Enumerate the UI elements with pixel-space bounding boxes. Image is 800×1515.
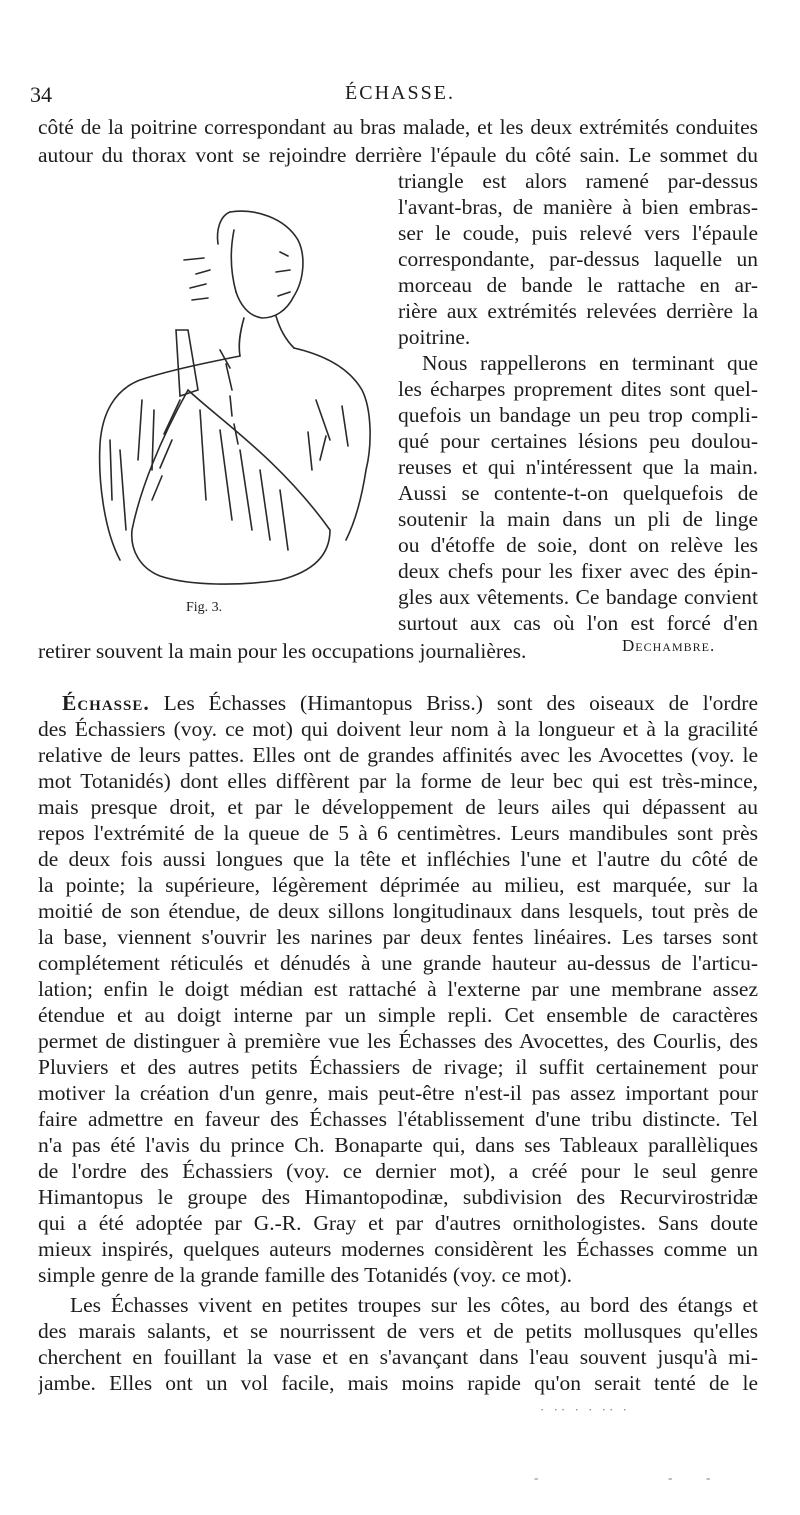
text-line: des marais salants, et se nourrissent de vers et de petits mollusques qu'elles <box>38 1319 758 1343</box>
scan-mark: - <box>668 1470 673 1485</box>
author-signature: Dechambre. <box>622 636 716 655</box>
text-line: gles aux vêtements. Ce bandage convient <box>398 585 758 609</box>
text-line: qué pour certaines lésions peu doulou- <box>398 429 758 453</box>
text-line: ser le coude, puis relevé vers l'épaule <box>398 221 758 245</box>
text-line: autour du thorax vont se rejoindre derrière l'épaule du côté sain. Le sommet du <box>38 143 758 167</box>
text-line: Aussi se contente-t-on quelquefois de <box>398 481 758 505</box>
text-line: étendue et au doigt interne par un simple repli. Cet ensemble de caractères <box>38 1003 758 1027</box>
text-line: permet de distinguer à première vue les Échasses des Avocettes, des Courlis, des <box>38 1029 758 1053</box>
text-line: surtout aux cas où l'on est forcé d'en <box>398 611 758 635</box>
entry-headword: Échasse. <box>62 691 150 715</box>
text-line: retirer souvent la main pour les occupations journalières. <box>38 639 527 663</box>
text-line: la base, viennent s'ouvrir les narines par deux fentes linéaires. Les tarses sont <box>38 925 758 949</box>
text-line: motiver la création d'un genre, mais peut-être n'est-il pas assez important pour <box>38 1081 758 1105</box>
text-line: poitrine. <box>398 325 471 349</box>
faint-ink-marks: · ·· · · ·· · <box>540 1402 630 1417</box>
text-line: mot Totanidés) dont elles diffèrent par la forme de leur bec qui est très-mince, <box>38 769 758 793</box>
page-header <box>30 82 770 112</box>
text-line: qui a été adoptée par G.-R. Gray et par d'autres ornithologistes. Sans doute <box>38 1211 758 1235</box>
text-line: lation; enfin le doigt médian est rattaché à l'externe par une membrane assez <box>38 977 758 1001</box>
text-line: mais presque droit, et par le développement de leurs ailes qui dépassent au <box>38 795 758 819</box>
text-line: Les Échasses vivent en petites troupes sur les côtes, au bord des étangs et <box>70 1293 758 1317</box>
text-line: de deux fois aussi longues que la tête et infléchies l'une et l'autre du côté de <box>38 847 758 871</box>
text-line: l'avant-bras, de manière à bien embras- <box>398 195 758 219</box>
text-line: reuses et qui n'intéressent que la main. <box>398 455 758 479</box>
text-line: morceau de bande le rattache en ar- <box>398 273 758 297</box>
text-line: Himantopus le groupe des Himantopodinæ, subdivision des Recurvirostridæ <box>38 1185 758 1209</box>
text-line: correspondante, par-dessus laquelle un <box>398 247 758 271</box>
running-title: ÉCHASSE. <box>345 82 455 104</box>
text-line: faire admettre en faveur des Échasses l'établissement d'une tribu distincte. Tel <box>38 1107 758 1131</box>
text-line: cherchent en fouillant la vase et en s'avançant dans l'eau souvent jusqu'à mi- <box>38 1345 758 1369</box>
text-line: côté de la poitrine correspondant au bras malade, et les deux extrémités conduites <box>38 115 758 139</box>
text-line: repos l'extrémité de la queue de 5 à 6 centimètres. Leurs mandibules sont près <box>38 821 758 845</box>
torso-sling-drawing <box>80 200 380 600</box>
scan-mark: - <box>706 1470 711 1485</box>
text-line: des Échassiers (voy. ce mot) qui doivent leur nom à la longueur et à la gracilité <box>38 717 758 741</box>
text-line: de l'ordre des Échassiers (voy. ce dernier mot), a créé pour le seul genre <box>38 1159 758 1183</box>
text-line: complétement réticulés et dénudés à une grande hauteur au-dessus de l'articu- <box>38 951 758 975</box>
sling-illustration <box>80 200 380 600</box>
text-line: triangle est alors ramené par-dessus <box>398 169 758 193</box>
text-line: moitié de son étendue, de deux sillons longitudinaux dans lesquels, tout près de <box>38 899 758 923</box>
text-line: Nous rappellerons en terminant que <box>422 351 758 375</box>
text-line: n'a pas été l'avis du prince Ch. Bonaparte qui, dans ses Tableaux parallèliques <box>38 1133 758 1157</box>
text-line: quefois un bandage un peu trop compli- <box>398 403 758 427</box>
text-line: mieux inspirés, quelques auteurs modernes considèrent les Échasses comme un <box>38 1237 758 1261</box>
text-line: soutenir la main dans un pli de linge <box>398 507 758 531</box>
text-line: ou d'étoffe de soie, dont on relève les <box>398 533 758 557</box>
text-line: deux chefs pour les fixer avec des épin- <box>398 559 758 583</box>
figure-caption: Fig. 3. <box>186 600 223 615</box>
text-line: Les Échasses (Himantopus Briss.) sont des oiseaux de l'ordre <box>163 691 758 715</box>
text-line: Pluviers et des autres petits Échassiers de rivage; il suffit certainement pour <box>38 1055 758 1079</box>
text-line: la pointe; la supérieure, légèrement déprimée au milieu, est marquée, sur la <box>38 873 758 897</box>
text-line: simple genre de la grande famille des Totanidés (voy. ce mot). <box>38 1263 573 1287</box>
scan-mark: - <box>534 1470 539 1485</box>
article-first-line <box>62 690 758 716</box>
text-line: rière aux extrémités relevées derrière la <box>398 299 758 323</box>
page-number: 34 <box>30 82 52 107</box>
text-line: les écharpes proprement dites sont quel- <box>398 377 758 401</box>
text-line: jambe. Elles ont un vol facile, mais moins rapide qu'on serait tenté de le <box>38 1371 758 1395</box>
text-line: relative de leurs pattes. Elles ont de grandes affinités avec les Avocettes (voy. le <box>38 743 758 767</box>
